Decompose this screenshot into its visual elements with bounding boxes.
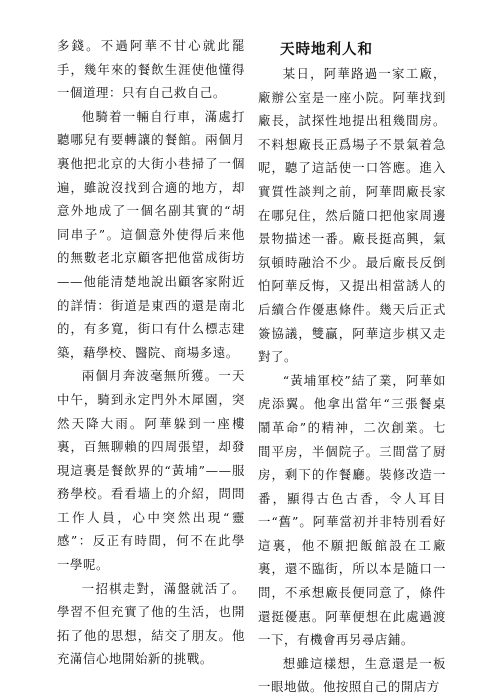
- left-column: [57, 34, 245, 671]
- right-column: [258, 34, 446, 699]
- paragraph: 某日，阿華路過一家工廠，廠辦公室是一座小院。阿華找到廠長，試探性地提出租幾間房。不料想廠長正爲場子不景氣着急呢，聽了這話使一口答應。進入實質性談判之前，阿華問廠長家在哪兒住，然后隨口把他家周邊景物描述一番。廠長挺高興，氣氛頓時融洽不少。最后廠長反倒怕阿華反悔，又提出相當誘人的后續合作優惠條件。幾天后正式簽協議，雙贏，阿華這步棋又走對了。: [258, 66, 446, 365]
- section-title: 天時地利人和: [280, 42, 373, 58]
- paragraph-continuation: 多錢。不過阿華不甘心就此罷手，幾年來的餐飲生涯使他懂得一個道理：只有自己救自己。: [57, 38, 245, 101]
- paragraph: 一招棋走對，滿盤就活了。學習不但充實了他的生活，也開拓了他的思想，結交了朋友。他充滿信心地開始新的挑戰。: [57, 580, 245, 667]
- paragraph: “黃埔軍校”結了業，阿華如虎添翼。他拿出當年“三張餐桌鬧革命”的精神，二次創業。七間平房，半個院子。三間當了厨房，剩下的作餐廳。裝修改造一番，顯得古色古香，令人耳目一“舊”。阿華當初并非特別看好這裏，他不願把飯館設在工廠裏，還不臨街，所以本是隨口一問，不承想廠長便同意了，條件還挺優惠。阿華便想在此處過渡一下，有機會再另尋店鋪。: [258, 372, 446, 648]
- paragraph: 他騎着一輛自行車，滿處打聽哪兒有要轉讓的餐館。兩個月裏他把北京的大街小巷掃了一個遍，雖說沒找到合適的地方，却意外地成了一個名副其實的“胡同串子”。這個意外使得后来他的無數老北京顧客把他當成街坊——他能清楚地說出顧客家附近的詳情：街道是東西的還是南北的，有多寬，街口有什么標志建築，藉學校、醫院、商場多遠。: [57, 108, 245, 360]
- paragraph: 想雖這樣想，生意還是一板一眼地做。他按照自己的開店方: [258, 655, 446, 695]
- paragraph: 兩個月奔波毫無所獲。一天中午，騎到永定門外木犀園，突然天降大雨。阿華躲到一座樓裏，百無聊賴的四周張望，却發現這裏是餐飲界的“黃埔”——服務學校。看看墙上的介紹，問問工作人員，心中突然出現“靈感”：反正有時間，何不在此學一學呢。: [57, 368, 245, 573]
